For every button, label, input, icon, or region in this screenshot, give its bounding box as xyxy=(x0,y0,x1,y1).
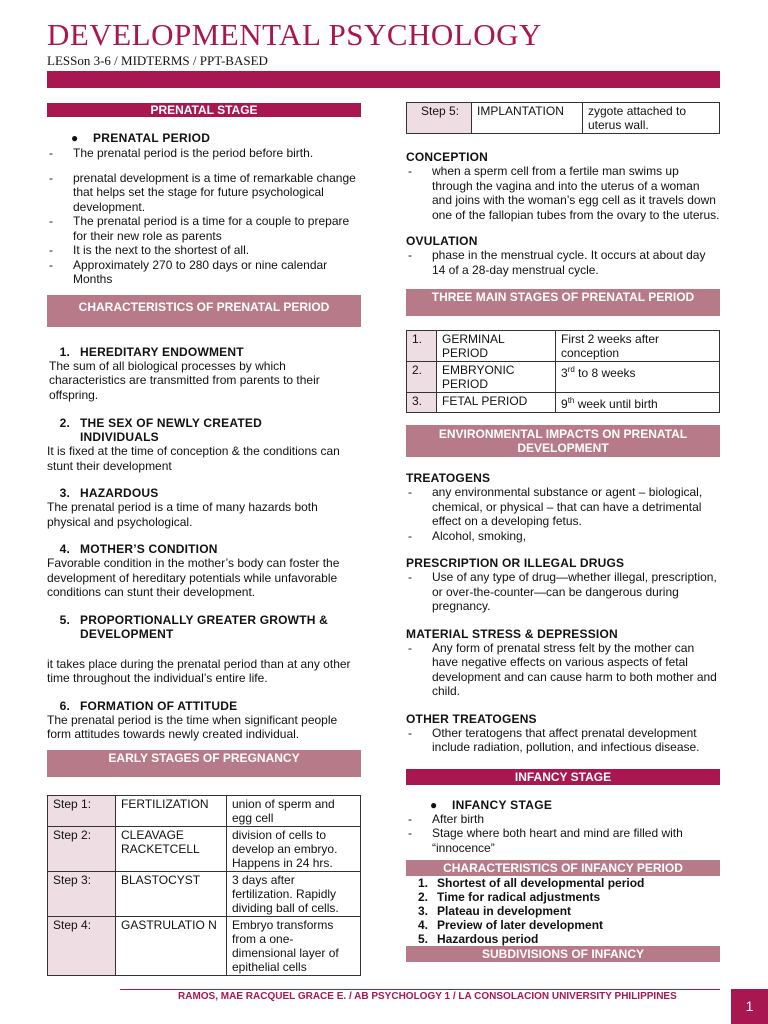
list-item: - Stage where both heart and mind are filled with “innocence” xyxy=(406,826,720,855)
characteristics-prenatal-band: CHARACTERISTICS OF PRENATAL PERIOD xyxy=(47,295,361,327)
conception-list xyxy=(406,164,720,222)
document-subtitle: LESSon 3-6 / MIDTERMS / PPT-BASED xyxy=(47,53,268,68)
characteristic-2: 2. THE SEX OF NEWLY CREATED INDIVIDUALS It is fixed at the time of conception & the conditions can stunt their development xyxy=(47,416,340,473)
table-row: 2. EMBRYONIC PERIOD 3rd to 8 weeks xyxy=(407,362,720,393)
other-treatogens-heading: OTHER TREATOGENS xyxy=(406,711,537,726)
list-item: - Other teratogens that affect prenatal development include radiation, pollution, and infectious disease. xyxy=(406,726,720,755)
list-item: - any environmental substance or agent – biological, chemical, or physical – that can have a detrimental effect on a developing fetus. xyxy=(406,485,720,529)
bullet-icon: ● xyxy=(71,131,79,145)
prenatal-period-heading: ● PRENATAL PERIOD xyxy=(71,131,211,145)
characteristic-3: 3. HAZARDOUS The prenatal period is a time of many hazards both physical and psychological. xyxy=(47,486,318,529)
list-item: - Any form of prenatal stress felt by the mother can have negative effects on various aspects of fetal development and can cause harm to both mother and child. xyxy=(406,641,720,699)
stress-heading: MATERIAL STRESS & DEPRESSION xyxy=(406,626,618,641)
ovulation-list xyxy=(406,248,720,277)
list-item: - when a sperm cell from a fertile man swims up through the vagina and into the uterus of a woman and joins with the woman’s egg cell as it travels down one of the fallopian tubes from the ovary to the uterus. xyxy=(406,164,720,222)
list-item: - The prenatal period is the period before birth. xyxy=(47,146,361,161)
prenatal-stage-band: PRENATAL STAGE xyxy=(47,103,361,117)
list-item: 3. Plateau in development xyxy=(417,904,572,918)
infancy-characteristics-list xyxy=(406,876,720,946)
table-row: 3. FETAL PERIOD 9th week until birth xyxy=(407,393,720,413)
treatogens-list xyxy=(406,485,720,543)
list-item: - Use of any type of drug—whether illegal, prescription, or over-the-counter—can be dangerous during pregnancy. xyxy=(406,570,720,614)
drugs-heading: PRESCRIPTION OR ILLEGAL DRUGS xyxy=(406,556,625,570)
table-row: Step 4: GASTRULATIO N Embryo transforms from a one-dimensional layer of epithelial cells xyxy=(48,916,361,975)
characteristic-4: 4. MOTHER’S CONDITION Favorable condition in the mother’s body can foster the development of hereditary potentials while unfavorable conditions can stunt their development. xyxy=(47,542,340,599)
drugs-list xyxy=(406,570,720,614)
footer-text: RAMOS, MAE RACQUEL GRACE E. / AB PSYCHOLOGY 1 / LA CONSOLACION UNIVERSITY PHILIPPINES xyxy=(178,991,677,1002)
stress-list xyxy=(406,641,720,699)
environmental-impacts-band: ENVIRONMENTAL IMPACTS ON PRENATAL DEVELOPMENT xyxy=(406,425,720,457)
list-item: 2. Time for radical adjustments xyxy=(417,890,601,904)
list-item: 1. Shortest of all developmental period xyxy=(417,876,645,890)
infancy-list xyxy=(406,812,720,856)
document-title: DEVELOPMENTAL PSYCHOLOGY xyxy=(47,17,542,52)
treatogens-heading: TREATOGENS xyxy=(406,471,491,485)
footer-divider xyxy=(120,989,720,990)
header-bar xyxy=(47,71,720,88)
three-stages-table xyxy=(406,330,720,413)
other-treatogens-list xyxy=(406,726,720,755)
infancy-characteristics-band: CHARACTERISTICS OF INFANCY PERIOD xyxy=(406,860,720,876)
ovulation-heading: OVULATION xyxy=(406,234,478,248)
left-column xyxy=(47,100,361,976)
list-item: - It is the next to the shortest of all. xyxy=(47,243,361,258)
table-row: Step 5: IMPLANTATION zygote attached to uterus wall. xyxy=(407,103,720,134)
early-stages-table xyxy=(47,795,361,976)
early-stages-band: EARLY STAGES OF PREGNANCY xyxy=(47,750,361,777)
table-row: Step 2: CLEAVAGE RACKETCELL division of cells to develop an embryo. Happens in 24 hrs. xyxy=(48,826,361,871)
prenatal-period-list xyxy=(47,146,361,287)
characteristic-1: 1. HEREDITARY ENDOWMENT The sum of all biological processes by which characteristics are transmitted from parents to their offspring. xyxy=(49,344,320,402)
table-row: 1. GERMINAL PERIOD First 2 weeks after conception xyxy=(407,331,720,362)
page-number: 1 xyxy=(731,989,768,1024)
list-item: - Approximately 270 to 280 days or nine calendar Months xyxy=(47,258,361,287)
list-item: - phase in the menstrual cycle. It occurs at about day 14 of a 28-day menstrual cycle. xyxy=(406,248,720,277)
infancy-stage-band: INFANCY STAGE xyxy=(406,769,720,785)
list-item: - prenatal development is a time of remarkable change that helps set the stage for future psychological development. xyxy=(47,171,361,215)
conception-heading: CONCEPTION xyxy=(406,150,489,164)
infancy-heading: ● INFANCY STAGE xyxy=(430,797,553,812)
list-item: - Alcohol, smoking, xyxy=(406,529,720,544)
characteristic-6: 6. FORMATION OF ATTITUDE The prenatal period is the time when significant people form attitudes towards newly created individual. xyxy=(47,698,338,741)
three-stages-band: THREE MAIN STAGES OF PRENATAL PERIOD xyxy=(406,289,720,316)
table-row: Step 3: BLASTOCYST 3 days after fertilization. Rapidly dividing ball of cells. xyxy=(48,871,361,916)
list-item: - The prenatal period is a time for a couple to prepare for their new role as parents xyxy=(47,214,361,243)
list-item: 4. Preview of later development xyxy=(417,918,604,932)
right-column xyxy=(406,102,720,962)
list-item: - After birth xyxy=(406,812,720,827)
list-item: 5. Hazardous period xyxy=(417,932,539,946)
characteristic-5: 5. PROPORTIONALLY GREATER GROWTH & DEVELOPMENT it takes place during the prenatal period than at any other time throughout the individual’s entire life. xyxy=(47,612,351,685)
bullet-icon: ● xyxy=(430,797,438,812)
table-row: Step 1: FERTILIZATION union of sperm and egg cell xyxy=(48,795,361,826)
subdivisions-infancy-band: SUBDIVISIONS OF INFANCY xyxy=(406,946,720,962)
step5-table xyxy=(406,102,720,134)
